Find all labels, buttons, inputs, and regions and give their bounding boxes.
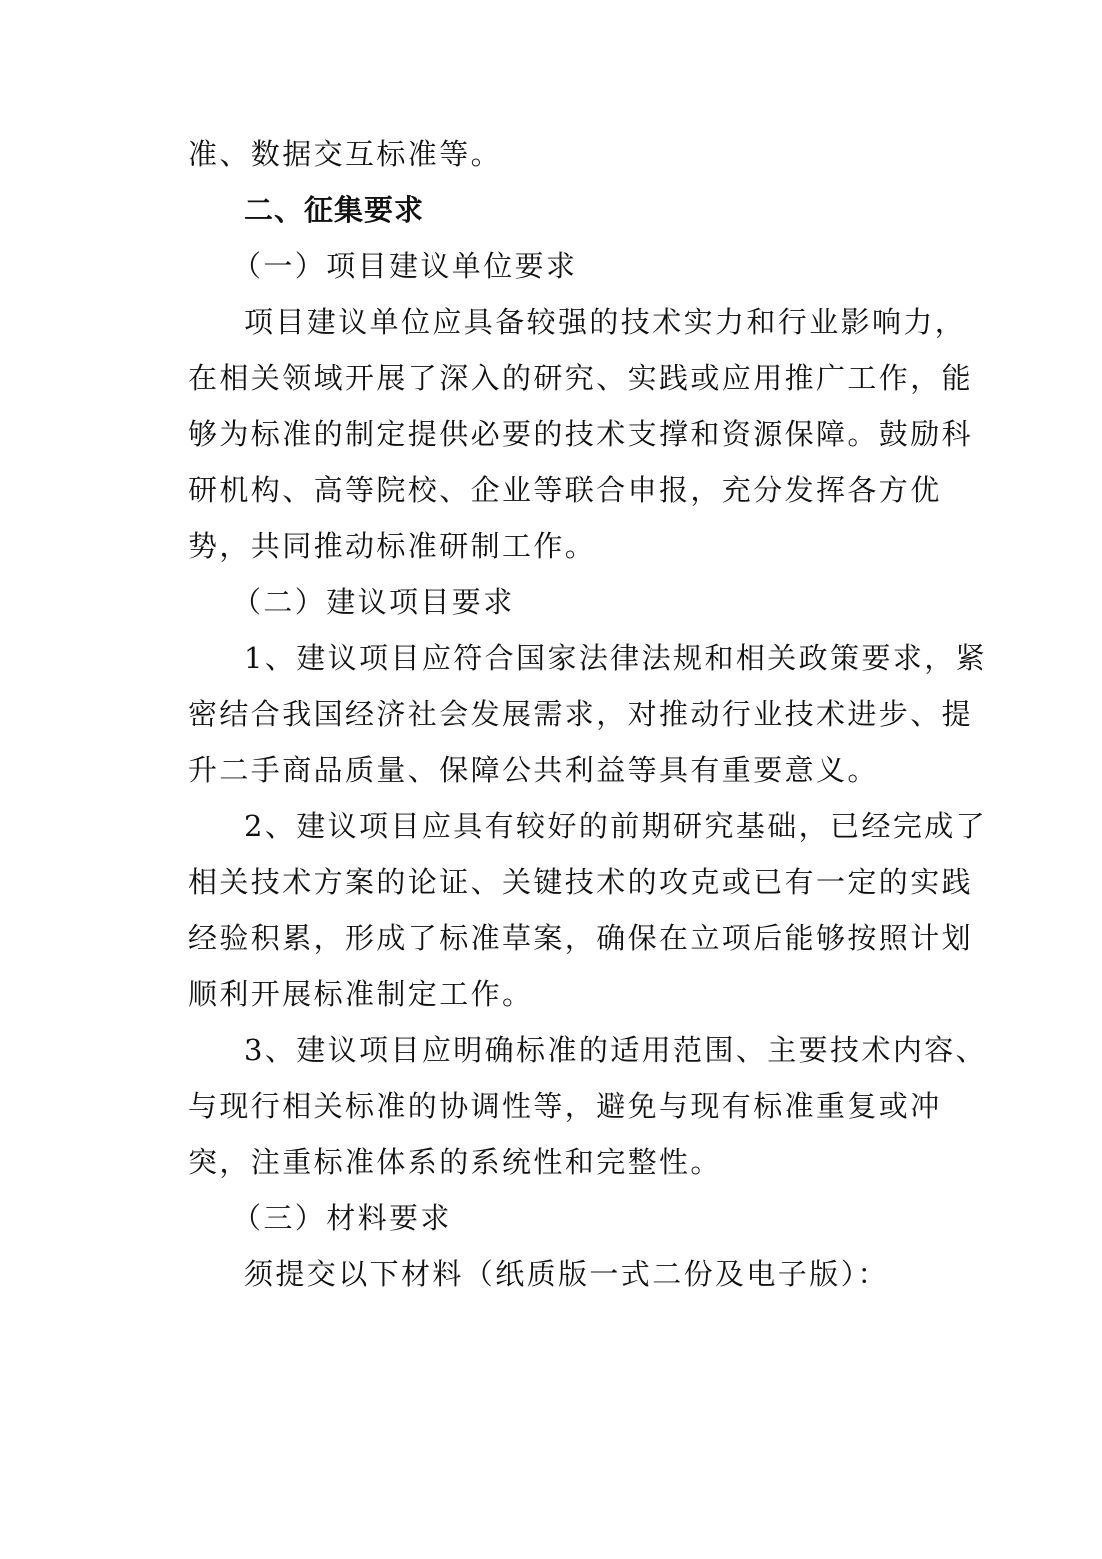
paragraph-line: 须提交以下材料（纸质版一式二份及电子版）：	[244, 1257, 889, 1291]
paragraph-line: 密结合我国经济社会发展需求，对推动行业技术进步、提	[188, 697, 974, 731]
subsection-heading: （一）项目建议单位要求	[232, 249, 578, 283]
paragraph-line: 经验积累，形成了标准草案，确保在立项后能够按照计划	[188, 921, 974, 955]
subsection-heading: （三）材料要求	[232, 1201, 452, 1235]
paragraph-line: 项目建议单位应具备较强的技术实力和行业影响力，	[244, 305, 967, 339]
paragraph-line: 够为标准的制定提供必要的技术支撑和资源保障。鼓励科	[188, 417, 974, 451]
paragraph-line: 2、建议项目应具有较好的前期研究基础，已经完成了	[244, 809, 988, 843]
paragraph-line: 突，注重标准体系的系统性和完整性。	[188, 1145, 722, 1179]
paragraph-line: 相关技术方案的论证、关键技术的攻克或已有一定的实践	[188, 865, 974, 899]
section-heading: 二、征集要求	[244, 193, 425, 227]
paragraph-line: 准、数据交互标准等。	[188, 137, 503, 171]
paragraph-line: 升二手商品质量、保障公共利益等具有重要意义。	[188, 753, 879, 787]
paragraph-line: 顺利开展标准制定工作。	[188, 977, 534, 1011]
paragraph-line: 与现行相关标准的协调性等，避免与现有标准重复或冲	[188, 1089, 942, 1123]
paragraph-line: 研机构、高等院校、企业等联合申报，充分发挥各方优	[188, 473, 942, 507]
paragraph-line: 在相关领域开展了深入的研究、实践或应用推广工作，能	[188, 361, 974, 395]
paragraph-line: 3、建议项目应明确标准的适用范围、主要技术内容、	[244, 1033, 988, 1067]
paragraph-line: 势，共同推动标准研制工作。	[188, 529, 597, 563]
paragraph-line: 1、建议项目应符合国家法律法规和相关政策要求，紧	[244, 641, 988, 675]
subsection-heading: （二）建议项目要求	[232, 585, 515, 619]
